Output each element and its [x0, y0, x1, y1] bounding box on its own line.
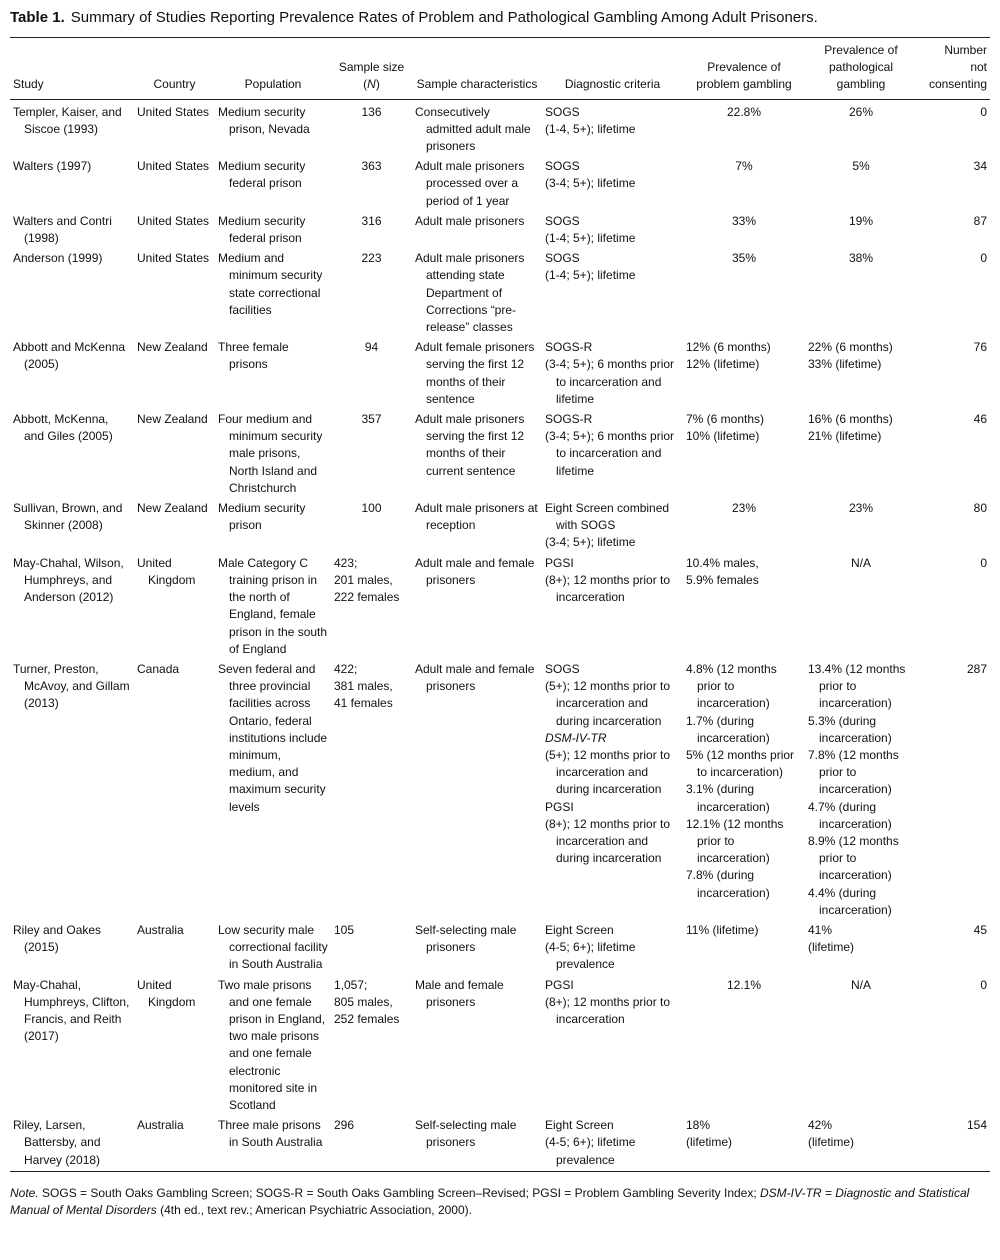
criteria-instrument: PGSI	[545, 799, 574, 814]
cell-number-not-consenting-text: 76	[973, 340, 987, 355]
cell-number-not-consenting-text: 0	[980, 104, 987, 119]
cell-study-text: May-Chahal, Humphreys, Clifton, Francis, and Reith (2017)	[13, 977, 130, 1044]
cell-population-text: Medium security federal prison	[218, 213, 306, 246]
cell-pathological-gambling-line: (lifetime)	[808, 1135, 855, 1150]
header-problem-gambling: Prevalence of problem gambling	[696, 60, 792, 92]
cell-country-text: United Kingdom	[137, 555, 196, 587]
cell-study-text: Turner, Preston, McAvoy, and Gillam (2013)	[13, 661, 130, 711]
cell-problem-gambling	[683, 338, 805, 410]
cell-study	[10, 499, 134, 554]
cell-country-text: Canada	[137, 661, 180, 676]
cell-population	[215, 249, 331, 338]
criteria-instrument: Eight Screen	[545, 922, 614, 937]
table-row	[10, 660, 990, 921]
cell-sample-size-line: 316	[361, 213, 382, 228]
cell-sample-size	[331, 660, 412, 921]
cell-pathological-gambling-line: (lifetime)	[808, 940, 855, 955]
cell-study-text: Anderson (1999)	[13, 251, 103, 266]
cell-study	[10, 554, 134, 660]
cell-sample-size-line: 357	[361, 412, 382, 427]
cell-population	[215, 212, 331, 249]
cell-sample-size-line: 105	[334, 922, 355, 937]
cell-country	[134, 212, 215, 249]
cell-diagnostic-criteria	[542, 976, 683, 1117]
cell-problem-gambling-line: 12.1% (12 months prior to incarceration)	[686, 816, 784, 866]
cell-pathological-gambling	[805, 1116, 917, 1171]
cell-pathological-gambling	[805, 660, 917, 921]
header-population: Population	[244, 77, 302, 92]
cell-sample-characteristics-text: Adult male prisoners serving the first 12 months of their current sentence	[415, 412, 525, 478]
criteria-instrument: Eight Screen	[545, 1118, 614, 1133]
cell-study-text: Abbott, McKenna, and Giles (2005)	[13, 412, 113, 444]
cell-pathological-gambling-line: 5%	[852, 159, 870, 174]
cell-country-text: United States	[137, 159, 210, 174]
cell-study-text: Walters and Contri (1998)	[13, 213, 112, 246]
cell-number-not-consenting	[917, 499, 990, 554]
cell-sample-characteristics-text: Adult male and female prisoners	[415, 555, 535, 587]
criteria-thresholds: (8+); 12 months prior to incarceration and during incarceration	[545, 816, 671, 866]
cell-problem-gambling-line: 7.8% (during incarceration)	[686, 868, 770, 900]
cell-number-not-consenting-text: 80	[973, 501, 987, 516]
table-row	[10, 157, 990, 212]
cell-sample-size-line: 1,057;	[334, 977, 368, 992]
cell-number-not-consenting	[917, 249, 990, 338]
criteria-instrument: PGSI	[545, 977, 574, 992]
cell-country-text: United States	[137, 251, 210, 266]
cell-problem-gambling	[683, 499, 805, 554]
cell-sample-size-line: 94	[364, 340, 379, 355]
cell-population-text: Medium and minimum security state correctional facilities	[218, 251, 323, 317]
criteria-instrument: PGSI	[545, 555, 574, 570]
criteria-thresholds: (1-4; 5+); lifetime	[545, 231, 636, 246]
table-row	[10, 249, 990, 338]
cell-sample-size	[331, 338, 412, 410]
cell-sample-size	[331, 249, 412, 338]
cell-study-text: May-Chahal, Wilson, Humphreys, and Anderson (2012)	[13, 555, 124, 605]
cell-pathological-gambling-line: 8.9% (12 months prior to incarceration)	[808, 833, 899, 883]
cell-number-not-consenting	[917, 157, 990, 212]
cell-pathological-gambling-line: 16% (6 months)	[808, 412, 893, 427]
cell-sample-size-line: 222 females	[334, 590, 400, 605]
cell-problem-gambling	[683, 212, 805, 249]
cell-problem-gambling-line: 3.1% (during incarceration)	[686, 782, 770, 814]
cell-country	[134, 660, 215, 921]
cell-number-not-consenting-text: 0	[980, 977, 987, 992]
cell-problem-gambling-line: 22.8%	[726, 104, 762, 119]
cell-pathological-gambling-line: N/A	[850, 977, 871, 992]
cell-sample-characteristics-text: Adult male prisoners	[415, 213, 525, 228]
cell-number-not-consenting-text: 154	[966, 1118, 987, 1133]
cell-diagnostic-criteria	[542, 660, 683, 921]
criteria-thresholds: (3-4; 5+); 6 months prior to incarceration and lifetime	[545, 429, 675, 478]
criteria-thresholds: (1-4; 5+); lifetime	[545, 268, 636, 283]
cell-sample-size	[331, 157, 412, 212]
cell-country-text: United States	[137, 213, 210, 228]
cell-problem-gambling	[683, 99, 805, 157]
cell-population-text: Medium security federal prison	[218, 159, 306, 191]
cell-diagnostic-criteria	[542, 338, 683, 410]
cell-country	[134, 976, 215, 1117]
criteria-instrument: SOGS	[545, 159, 580, 174]
cell-study-text: Abbott and McKenna (2005)	[13, 340, 126, 372]
cell-number-not-consenting	[917, 921, 990, 976]
cell-diagnostic-criteria	[542, 410, 683, 499]
table-note	[10, 1185, 990, 1219]
cell-population	[215, 99, 331, 157]
cell-sample-size	[331, 1116, 412, 1171]
cell-population-text: Two male prisons and one female prison in England, two male prisons and one female electronic monitored site in Scotland	[218, 977, 326, 1112]
table-caption-title: Summary of Studies Reporting Prevalence Rates of Problem and Pathological Gambling Among Adult Prisoners.	[70, 9, 818, 26]
criteria-instrument: SOGS	[545, 251, 580, 266]
cell-sample-characteristics-text: Male and female prisoners	[415, 977, 504, 1009]
cell-problem-gambling-line: 12.1%	[726, 977, 762, 992]
cell-sample-characteristics-text: Adult male prisoners processed over a period of 1 year	[415, 159, 525, 208]
cell-diagnostic-criteria	[542, 249, 683, 338]
criteria-thresholds: (8+); 12 months prior to incarceration	[545, 994, 671, 1026]
cell-sample-characteristics	[412, 99, 542, 157]
cell-study-text: Riley and Oakes (2015)	[13, 922, 102, 955]
cell-sample-characteristics-text: Adult male and female prisoners	[415, 661, 535, 694]
note-text-part1: SOGS = South Oaks Gambling Screen; SOGS-R = South Oaks Gambling Screen–Revised; PGSI = Problem Gambling Severity Index;	[38, 1185, 761, 1200]
criteria-thresholds: (5+); 12 months prior to incarceration and during incarceration	[545, 679, 671, 728]
header-sample-characteristics: Sample characteristics	[416, 77, 538, 92]
cell-study-text: Templer, Kaiser, and Siscoe (1993)	[13, 104, 122, 136]
cell-study	[10, 99, 134, 157]
cell-country-text: Australia	[137, 922, 184, 937]
cell-problem-gambling-line: 4.8% (12 months prior to incarceration)	[686, 661, 777, 711]
cell-country	[134, 338, 215, 410]
criteria-instrument: Eight Screen combined with SOGS	[545, 501, 670, 533]
cell-country	[134, 99, 215, 157]
table-row	[10, 1116, 990, 1171]
table-caption	[10, 8, 990, 28]
cell-sample-characteristics	[412, 499, 542, 554]
cell-number-not-consenting-text: 87	[973, 213, 987, 228]
table-row	[10, 212, 990, 249]
header-sample-size: Sample size (N)	[338, 60, 405, 92]
cell-population-text: Medium security prison, Nevada	[218, 104, 310, 136]
cell-country-text: New Zealand	[137, 501, 208, 516]
cell-pathological-gambling-line: 23%	[848, 501, 874, 516]
cell-population	[215, 410, 331, 499]
cell-pathological-gambling-line: N/A	[850, 555, 871, 570]
cell-sample-size	[331, 921, 412, 976]
cell-pathological-gambling	[805, 99, 917, 157]
cell-problem-gambling-line: 5.9% females	[686, 572, 759, 587]
cell-sample-size-line: 296	[334, 1118, 355, 1133]
cell-population-text: Seven federal and three provincial facilities across Ontario, federal institutions include minimum, medium, and maximum security levels	[218, 661, 328, 814]
cell-problem-gambling	[683, 554, 805, 660]
cell-country	[134, 499, 215, 554]
cell-pathological-gambling	[805, 921, 917, 976]
cell-sample-characteristics	[412, 976, 542, 1117]
cell-sample-size-line: 805 males,	[334, 994, 393, 1009]
criteria-thresholds: (3-4; 5+); lifetime	[545, 176, 636, 191]
cell-pathological-gambling-line: 21% (lifetime)	[808, 429, 882, 444]
cell-problem-gambling-line: 12% (6 months)	[686, 340, 771, 355]
cell-study-text: Riley, Larsen, Battersby, and Harvey (2018)	[13, 1118, 101, 1167]
criteria-instrument: DSM-IV-TR	[545, 730, 607, 745]
cell-sample-characteristics-text: Self-selecting male prisoners	[415, 1118, 517, 1150]
cell-population	[215, 921, 331, 976]
cell-number-not-consenting-text: 0	[980, 555, 987, 570]
cell-number-not-consenting	[917, 976, 990, 1117]
header-study: Study	[13, 77, 44, 92]
cell-country	[134, 1116, 215, 1171]
cell-country-text: United Kingdom	[137, 977, 196, 1009]
cell-sample-size-line: 201 males,	[334, 572, 393, 587]
cell-pathological-gambling	[805, 410, 917, 499]
cell-population	[215, 1116, 331, 1171]
cell-problem-gambling-line: 7%	[735, 159, 753, 174]
cell-population	[215, 157, 331, 212]
cell-pathological-gambling-line: 13.4% (12 months prior to incarceration)	[808, 661, 906, 711]
cell-problem-gambling-line: 10.4% males,	[686, 555, 759, 570]
cell-sample-characteristics	[412, 157, 542, 212]
cell-sample-size-line: 422;	[334, 661, 358, 676]
cell-pathological-gambling-line: 42%	[808, 1118, 833, 1133]
cell-problem-gambling	[683, 660, 805, 921]
cell-study	[10, 212, 134, 249]
cell-population	[215, 338, 331, 410]
cell-sample-size-line: 41 females	[334, 696, 393, 711]
cell-study	[10, 660, 134, 921]
cell-problem-gambling	[683, 976, 805, 1117]
table-header	[10, 38, 990, 100]
cell-problem-gambling-line: 18%	[686, 1118, 711, 1133]
cell-number-not-consenting	[917, 410, 990, 499]
cell-number-not-consenting	[917, 212, 990, 249]
cell-study	[10, 976, 134, 1117]
cell-problem-gambling	[683, 1116, 805, 1171]
cell-population-text: Low security male correctional facility in South Australia	[218, 922, 328, 972]
header-sample-size-line1: Sample size	[338, 60, 405, 75]
criteria-instrument: SOGS-R	[545, 340, 593, 355]
criteria-instrument: SOGS	[545, 104, 580, 119]
cell-number-not-consenting-text: 0	[980, 251, 987, 266]
cell-study	[10, 249, 134, 338]
cell-study	[10, 1116, 134, 1171]
cell-sample-size-line: 363	[361, 159, 382, 174]
cell-diagnostic-criteria	[542, 499, 683, 554]
cell-problem-gambling-line: 10% (lifetime)	[686, 429, 760, 444]
cell-country	[134, 410, 215, 499]
cell-population-text: Medium security prison	[218, 501, 306, 533]
cell-diagnostic-criteria	[542, 554, 683, 660]
cell-country-text: United States	[137, 104, 210, 119]
table-row	[10, 410, 990, 499]
note-text-part2: (4th ed., text rev.; American Psychiatric Association, 2000).	[156, 1202, 472, 1217]
cell-sample-characteristics-text: Adult male prisoners at reception	[415, 501, 538, 533]
cell-country	[134, 554, 215, 660]
cell-pathological-gambling-line: 19%	[848, 213, 874, 228]
header-row	[10, 38, 990, 100]
cell-sample-size	[331, 499, 412, 554]
criteria-instrument: SOGS	[545, 661, 580, 676]
cell-pathological-gambling-line: 4.4% (during incarceration)	[808, 885, 892, 917]
cell-number-not-consenting	[917, 660, 990, 921]
criteria-thresholds: (4-5; 6+); lifetime prevalence	[545, 940, 636, 972]
cell-pathological-gambling	[805, 976, 917, 1117]
cell-number-not-consenting	[917, 338, 990, 410]
cell-population-text: Three female prisons	[218, 340, 289, 372]
cell-sample-characteristics	[412, 410, 542, 499]
criteria-instrument: SOGS-R	[545, 412, 593, 427]
cell-sample-characteristics	[412, 338, 542, 410]
table-row	[10, 976, 990, 1117]
cell-pathological-gambling	[805, 212, 917, 249]
cell-pathological-gambling-line: 4.7% (during incarceration)	[808, 799, 892, 831]
cell-problem-gambling-line: 5% (12 months prior to incarceration)	[686, 747, 795, 780]
cell-pathological-gambling	[805, 499, 917, 554]
criteria-thresholds: (1-4, 5+); lifetime	[545, 121, 636, 136]
cell-sample-characteristics-text: Self-selecting male prisoners	[415, 922, 517, 955]
cell-study	[10, 157, 134, 212]
cell-sample-size	[331, 99, 412, 157]
cell-country	[134, 249, 215, 338]
cell-pathological-gambling-line: 38%	[848, 251, 874, 266]
cell-diagnostic-criteria	[542, 99, 683, 157]
header-diagnostic-criteria: Diagnostic criteria	[564, 77, 661, 92]
criteria-instrument: SOGS	[545, 213, 580, 228]
cell-problem-gambling	[683, 410, 805, 499]
header-sample-size-n: N	[367, 77, 376, 92]
table-row	[10, 921, 990, 976]
cell-study-text: Sullivan, Brown, and Skinner (2008)	[13, 501, 123, 533]
cell-problem-gambling-line: 7% (6 months)	[686, 412, 765, 427]
cell-sample-characteristics	[412, 1116, 542, 1171]
cell-diagnostic-criteria	[542, 157, 683, 212]
cell-sample-size	[331, 212, 412, 249]
cell-problem-gambling-line: 12% (lifetime)	[686, 357, 760, 372]
cell-pathological-gambling-line: 41%	[808, 922, 833, 937]
table-row	[10, 554, 990, 660]
cell-diagnostic-criteria	[542, 921, 683, 976]
cell-problem-gambling	[683, 249, 805, 338]
table-body	[10, 99, 990, 1171]
cell-sample-size-line: 100	[361, 501, 382, 516]
cell-sample-size-line: 136	[361, 104, 382, 119]
cell-sample-size-line: 381 males,	[334, 679, 393, 694]
cell-pathological-gambling-line: 5.3% (during incarceration)	[808, 713, 892, 745]
cell-problem-gambling	[683, 921, 805, 976]
cell-pathological-gambling	[805, 249, 917, 338]
cell-pathological-gambling-line: 26%	[848, 104, 874, 119]
cell-pathological-gambling	[805, 338, 917, 410]
cell-population-text: Male Category C training prison in the north of England, female prison in the south of England	[218, 555, 328, 656]
cell-pathological-gambling-line: 22% (6 months)	[808, 340, 893, 355]
cell-problem-gambling	[683, 157, 805, 212]
prevalence-table	[10, 37, 990, 1172]
cell-problem-gambling-line: (lifetime)	[686, 1135, 733, 1150]
cell-problem-gambling-line: 1.7% (during incarceration)	[686, 713, 770, 745]
cell-number-not-consenting	[917, 554, 990, 660]
cell-pathological-gambling	[805, 157, 917, 212]
cell-sample-characteristics	[412, 921, 542, 976]
cell-diagnostic-criteria	[542, 212, 683, 249]
cell-number-not-consenting-text: 45	[973, 922, 987, 937]
cell-country-text: New Zealand	[137, 340, 208, 355]
header-pathological-gambling: Prevalence of pathological gambling	[824, 43, 898, 92]
header-number-not-consenting: Number not consenting	[928, 43, 987, 92]
cell-pathological-gambling-line: 7.8% (12 months prior to incarceration)	[808, 747, 899, 797]
header-country: Country	[153, 77, 196, 92]
cell-country	[134, 157, 215, 212]
cell-pathological-gambling-line: 33% (lifetime)	[808, 357, 882, 372]
cell-population-text: Four medium and minimum security male prisons, North Island and Christchurch	[218, 412, 323, 495]
cell-pathological-gambling	[805, 554, 917, 660]
cell-sample-characteristics-text: Adult female prisoners serving the first 12 months of their sentence	[415, 340, 535, 406]
cell-sample-characteristics	[412, 212, 542, 249]
cell-population	[215, 660, 331, 921]
criteria-thresholds: (8+); 12 months prior to incarceration	[545, 572, 671, 605]
table-row	[10, 338, 990, 410]
criteria-thresholds: (3-4; 5+); lifetime	[545, 535, 636, 550]
cell-number-not-consenting	[917, 99, 990, 157]
note-text-italic: DSM-IV-TR = Diagnostic and Statistical Manual of Mental Disorders	[10, 1185, 970, 1217]
cell-problem-gambling-line: 23%	[731, 501, 757, 516]
criteria-thresholds: (4-5; 6+); lifetime prevalence	[545, 1135, 636, 1167]
cell-problem-gambling-line: 33%	[731, 213, 757, 228]
cell-population-text: Three male prisons in South Australia	[218, 1118, 323, 1150]
cell-sample-size	[331, 554, 412, 660]
cell-population	[215, 554, 331, 660]
table-row	[10, 499, 990, 554]
cell-study	[10, 338, 134, 410]
cell-number-not-consenting-text: 34	[973, 159, 987, 174]
cell-sample-characteristics-text: Consecutively admitted adult male prisoners	[415, 104, 531, 154]
criteria-thresholds: (3-4; 5+); 6 months prior to incarceration and lifetime	[545, 357, 675, 406]
cell-number-not-consenting	[917, 1116, 990, 1171]
cell-study	[10, 921, 134, 976]
cell-sample-size	[331, 976, 412, 1117]
cell-country	[134, 921, 215, 976]
table-caption-label: Table 1.	[10, 9, 65, 26]
cell-problem-gambling-line: 35%	[731, 251, 757, 266]
cell-number-not-consenting-text: 46	[973, 412, 987, 427]
cell-diagnostic-criteria	[542, 1116, 683, 1171]
cell-population	[215, 976, 331, 1117]
cell-sample-characteristics	[412, 554, 542, 660]
cell-sample-characteristics-text: Adult male prisoners attending state Department of Corrections “pre-release” classes	[415, 251, 525, 335]
cell-sample-size-line: 423;	[334, 555, 358, 570]
cell-sample-size	[331, 410, 412, 499]
cell-sample-size-line: 223	[361, 251, 382, 266]
cell-population	[215, 499, 331, 554]
cell-sample-characteristics	[412, 660, 542, 921]
cell-sample-size-line: 252 females	[334, 1011, 400, 1026]
cell-number-not-consenting-text: 287	[966, 661, 987, 676]
cell-sample-characteristics	[412, 249, 542, 338]
table-row	[10, 99, 990, 157]
cell-study-text: Walters (1997)	[13, 159, 92, 174]
note-label: Note.	[10, 1185, 39, 1200]
criteria-thresholds: (5+); 12 months prior to incarceration and during incarceration	[545, 747, 671, 797]
cell-study	[10, 410, 134, 499]
cell-problem-gambling-line: 11% (lifetime)	[686, 922, 759, 937]
cell-country-text: Australia	[137, 1118, 184, 1133]
cell-country-text: New Zealand	[137, 412, 208, 427]
